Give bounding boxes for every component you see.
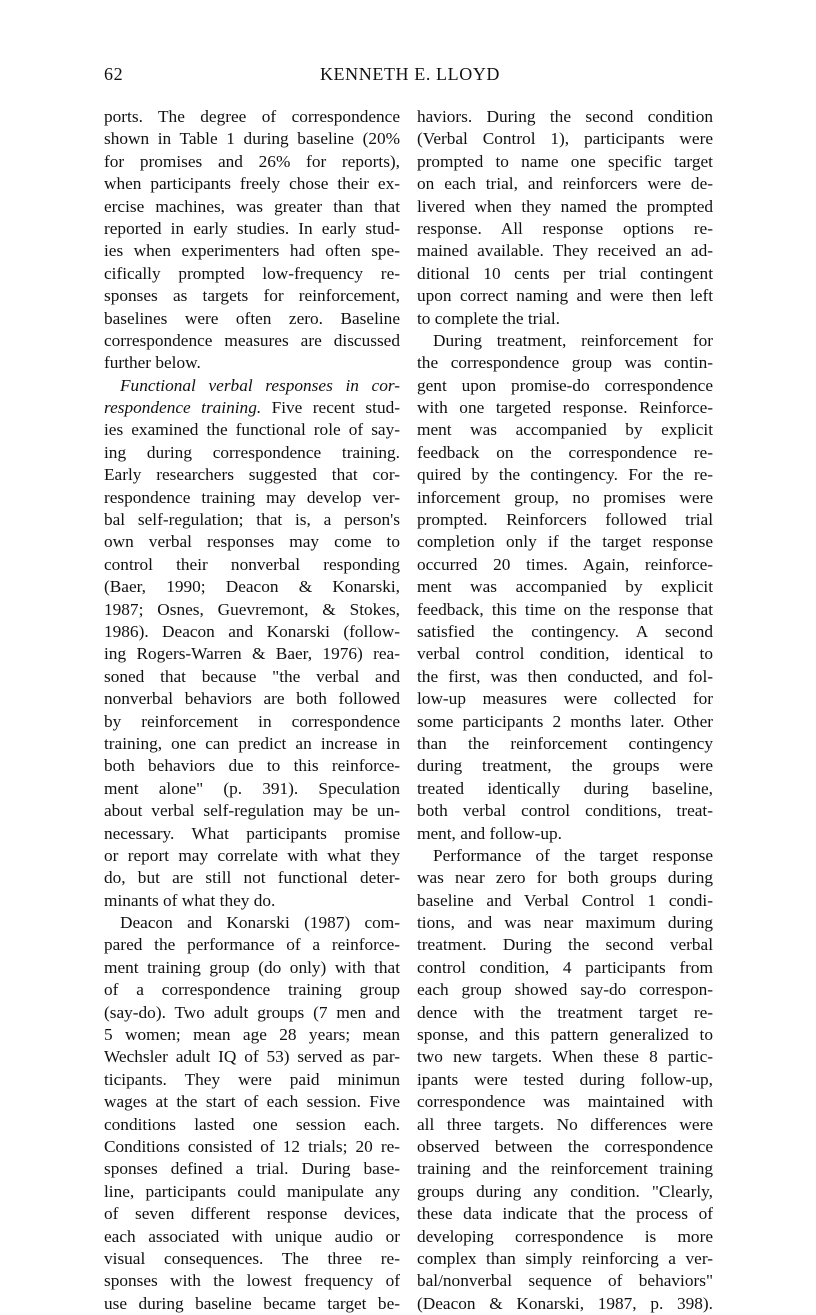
line-text: groups during any condition. "Clearly, <box>417 1181 713 1201</box>
text-line <box>417 755 713 777</box>
text-line <box>104 509 400 531</box>
text-line <box>104 554 400 576</box>
text-line <box>417 240 713 262</box>
text-line <box>104 957 400 979</box>
line-text: verbal control condition, identical to <box>417 644 713 664</box>
line-text: developing correspondence is more <box>417 1226 713 1246</box>
text-line <box>417 330 713 352</box>
line-text: each associated with unique audio or <box>104 1226 400 1246</box>
text-line <box>104 330 400 352</box>
line-text: ports. The degree of correspondence <box>104 107 400 126</box>
text-line <box>104 1091 400 1113</box>
page-number: 62 <box>104 64 124 84</box>
line-text: for promises and 26% for reports), <box>104 151 400 171</box>
line-text: ipants were tested during follow-up, <box>417 1069 713 1089</box>
text-line <box>104 464 400 486</box>
text-line <box>417 419 713 441</box>
text-line <box>104 823 400 845</box>
text-line <box>417 531 713 553</box>
line-text: baseline and Verbal Control 1 condi- <box>417 890 713 910</box>
line-text: treated identically during baseline, <box>417 778 713 798</box>
text-line <box>104 643 400 665</box>
line-text: ies examined the functional role of say- <box>104 420 400 440</box>
text-line <box>104 688 400 710</box>
line-text: own verbal responses may come to <box>104 532 400 552</box>
line-text: both verbal control conditions, treat- <box>417 801 713 821</box>
line-text: use during baseline became target be- <box>104 1293 400 1313</box>
text-line <box>104 1226 400 1248</box>
text-line <box>417 666 713 688</box>
text-line <box>104 1024 400 1046</box>
text-line <box>417 912 713 934</box>
line-text: 5 women; mean age 28 years; mean <box>104 1025 400 1045</box>
text-line <box>417 957 713 979</box>
text-line <box>104 755 400 777</box>
line-text: with one targeted response. Reinforce- <box>417 398 713 418</box>
text-line <box>417 711 713 733</box>
line-text: tions, and was near maximum during <box>417 913 713 933</box>
line-text: control condition, 4 participants from <box>417 957 713 977</box>
line-text: treatment. During the second verbal <box>417 935 713 955</box>
text-line <box>104 890 400 912</box>
line-text: cifically prompted low-frequency re- <box>104 263 400 283</box>
text-line <box>104 778 400 800</box>
text-line <box>104 666 400 688</box>
line-text: Early researchers suggested that cor- <box>104 465 400 485</box>
text-line <box>417 934 713 956</box>
line-text: 1987; Osnes, Guevremont, & Stokes, <box>104 599 400 619</box>
line-text: to complete the trial. <box>417 308 561 328</box>
text-line <box>417 867 713 889</box>
text-line <box>417 1069 713 1091</box>
text-line <box>104 218 400 240</box>
text-line <box>417 576 713 598</box>
text-line <box>417 845 713 867</box>
text-line <box>104 867 400 889</box>
line-text: dence with the treatment target re- <box>417 1002 713 1022</box>
line-text: visual consequences. The three re- <box>104 1248 400 1268</box>
line-text: completion only if the target response <box>417 532 713 552</box>
text-line <box>417 890 713 912</box>
line-text: correspondence was maintained with <box>417 1092 713 1112</box>
line-text: Performance of the target response <box>433 845 713 865</box>
line-text: of seven different response devices, <box>104 1204 400 1224</box>
line-text: during treatment, the groups were <box>417 756 713 776</box>
text-line <box>104 487 400 509</box>
line-text: satisfied the contingency. A second <box>417 621 713 641</box>
text-line <box>417 1270 713 1292</box>
line-text: quired by the contingency. For the re- <box>417 465 713 485</box>
line-text: ing during correspondence training. <box>104 442 400 462</box>
text-line <box>104 1203 400 1225</box>
text-line <box>104 106 400 128</box>
text-line <box>417 778 713 800</box>
line-text: line, participants could manipulate any <box>104 1181 400 1201</box>
text-line <box>104 1293 400 1315</box>
line-text: upon correct naming and were then left <box>417 286 713 306</box>
line-text: training and the reinforcement training <box>417 1159 713 1179</box>
line-text: prompted to name one specific target <box>417 151 713 171</box>
text-line <box>104 1181 400 1203</box>
text-line <box>417 1024 713 1046</box>
text-line <box>104 173 400 195</box>
text-line <box>104 128 400 150</box>
line-text: nonverbal behaviors are both followed <box>104 689 400 709</box>
page-header <box>104 64 716 88</box>
line-text: low-up measures were collected for <box>417 689 713 709</box>
text-line <box>417 442 713 464</box>
text-line <box>104 711 400 733</box>
text-line <box>417 375 713 397</box>
line-text: response. All response options re- <box>417 218 713 238</box>
text-line <box>104 845 400 867</box>
line-text: by reinforcement in correspondence <box>104 711 400 731</box>
line-text: Deacon and Konarski (1987) com- <box>120 913 400 933</box>
line-text: prompted. Reinforcers followed trial <box>417 510 713 530</box>
line-text: each group showed say-do correspon- <box>417 980 713 1000</box>
text-line <box>104 576 400 598</box>
line-text: was near zero for both groups during <box>417 868 713 888</box>
line-text: bal self-regulation; that is, a person's <box>104 510 400 530</box>
text-line <box>104 419 400 441</box>
line-text: all three targets. No differences were <box>417 1114 713 1134</box>
text-line <box>417 308 713 330</box>
line-text: both behaviors due to this reinforce- <box>104 756 400 776</box>
text-line <box>417 1226 713 1248</box>
line-text: 1986). Deacon and Konarski (follow- <box>104 621 400 641</box>
text-line <box>104 240 400 262</box>
line-text: ment training group (do only) with that <box>104 957 400 977</box>
text-line <box>104 285 400 307</box>
text-line <box>417 1046 713 1068</box>
line-text: sponses defined a trial. During base- <box>104 1159 400 1179</box>
line-text: correspondence measures are discussed <box>104 330 400 350</box>
text-line <box>417 1158 713 1180</box>
line-text: occurred 20 times. Again, reinforce- <box>417 554 713 574</box>
text-line <box>417 733 713 755</box>
text-line <box>104 800 400 822</box>
text-line <box>417 487 713 509</box>
italic-run-in-heading: Functional verbal responses in cor- <box>120 375 400 395</box>
text-column-right <box>417 106 713 1315</box>
text-line <box>417 1091 713 1113</box>
text-line <box>417 643 713 665</box>
text-line <box>417 106 713 128</box>
line-text: soned that because "the verbal and <box>104 666 400 686</box>
text-line <box>104 1002 400 1024</box>
line-text: wages at the start of each session. Five <box>104 1092 400 1112</box>
text-line <box>104 1248 400 1270</box>
text-line <box>104 733 400 755</box>
line-text: the first, was then conducted, and fol- <box>417 666 713 686</box>
line-text: (Baer, 1990; Deacon & Konarski, <box>104 577 400 597</box>
text-line <box>417 554 713 576</box>
text-line <box>417 151 713 173</box>
text-line <box>417 352 713 374</box>
line-text: two new targets. When these 8 partic- <box>417 1047 713 1067</box>
line-text: (Verbal Control 1), participants were <box>417 129 713 149</box>
text-line <box>417 1114 713 1136</box>
text-line <box>104 151 400 173</box>
text-line <box>417 263 713 285</box>
line-text: control their nonverbal responding <box>104 554 400 574</box>
line-text: bal/nonverbal sequence of behaviors" <box>417 1271 713 1291</box>
text-line <box>417 688 713 710</box>
line-text: further below. <box>104 353 201 373</box>
text-line <box>104 1158 400 1180</box>
line-text: livered when they named the prompted <box>417 196 713 216</box>
line-text: the correspondence group was contin- <box>417 353 713 373</box>
line-text: when participants freely chose their ex- <box>104 174 400 194</box>
text-line <box>417 979 713 1001</box>
text-line <box>417 173 713 195</box>
line-text: some participants 2 months later. Other <box>417 711 713 731</box>
text-line <box>104 934 400 956</box>
line-text: ment was accompanied by explicit <box>417 420 713 440</box>
line-text: (say-do). Two adult groups (7 men and <box>104 1002 400 1022</box>
line-text: mained available. They received an ad- <box>417 241 713 261</box>
line-text: ies when experimenters had often spe- <box>104 241 400 261</box>
line-text: ment was accompanied by explicit <box>417 577 713 597</box>
text-line <box>104 1270 400 1292</box>
line-text: ditional 10 cents per trial contingent <box>417 263 713 283</box>
line-text: minants of what they do. <box>104 890 276 910</box>
text-line <box>417 128 713 150</box>
line-text: conditions lasted one session each. <box>104 1114 400 1134</box>
text-line <box>104 397 400 419</box>
text-line <box>417 464 713 486</box>
text-line <box>417 599 713 621</box>
text-line <box>417 1136 713 1158</box>
line-text: on each trial, and reinforcers were de- <box>417 174 713 194</box>
text-line <box>417 1002 713 1024</box>
text-line <box>104 196 400 218</box>
line-text: sponses with the lowest frequency of <box>104 1271 400 1291</box>
text-line <box>417 1248 713 1270</box>
line-text: Five recent stud- <box>261 398 400 418</box>
text-line <box>104 375 400 397</box>
text-line <box>104 531 400 553</box>
text-line <box>104 352 400 374</box>
text-line <box>417 196 713 218</box>
text-line <box>104 1114 400 1136</box>
line-text: haviors. During the second condition <box>417 107 713 126</box>
line-text: feedback, this time on the response that <box>417 599 713 619</box>
text-line <box>417 800 713 822</box>
text-line <box>104 308 400 330</box>
text-line <box>417 1203 713 1225</box>
line-text: feedback on the correspondence re- <box>417 442 713 462</box>
line-text: ment alone" (p. 391). Speculation <box>104 778 400 798</box>
line-text: shown in Table 1 during baseline (20% <box>104 129 400 149</box>
line-text: of a correspondence training group <box>104 980 400 1000</box>
text-line <box>104 621 400 643</box>
text-line <box>417 397 713 419</box>
line-text: necessary. What participants promise <box>104 823 400 843</box>
line-text: ercise machines, was greater than that <box>104 196 400 216</box>
text-line <box>417 1293 713 1315</box>
line-text: observed between the correspondence <box>417 1136 713 1156</box>
line-text: During treatment, reinforcement for <box>433 330 713 350</box>
text-line <box>417 285 713 307</box>
text-line <box>104 599 400 621</box>
line-text: ment, and follow-up. <box>417 823 562 843</box>
text-line <box>417 218 713 240</box>
line-text: ticipants. They were paid minimun <box>104 1069 400 1089</box>
line-text: or report may correlate with what they <box>104 845 400 865</box>
line-text: these data indicate that the process of <box>417 1204 713 1224</box>
line-text: than the reinforcement contingency <box>417 733 713 753</box>
text-line <box>417 1181 713 1203</box>
line-text: ing Rogers-Warren & Baer, 1976) rea- <box>104 644 400 664</box>
line-text: reported in early studies. In early stud- <box>104 218 400 238</box>
line-text: Conditions consisted of 12 trials; 20 re- <box>104 1136 400 1156</box>
line-text: do, but are still not functional deter- <box>104 868 400 888</box>
line-text: training, one can predict an increase in <box>104 733 400 753</box>
line-text: respondence training may develop ver- <box>104 487 400 507</box>
text-line <box>417 621 713 643</box>
text-column-left <box>104 106 400 1315</box>
text-line <box>104 979 400 1001</box>
line-text: sponse, and this pattern generalized to <box>417 1025 713 1045</box>
text-line <box>104 912 400 934</box>
line-text: complex than simply reinforcing a ver- <box>417 1248 713 1268</box>
text-line <box>104 263 400 285</box>
line-text: gent upon promise-do correspondence <box>417 375 713 395</box>
text-line <box>104 1136 400 1158</box>
text-line <box>104 442 400 464</box>
line-text: (Deacon & Konarski, 1987, p. 398). <box>417 1293 713 1313</box>
running-head: KENNETH E. LLOYD <box>319 64 501 84</box>
text-line <box>417 509 713 531</box>
text-line <box>417 823 713 845</box>
line-text: inforcement group, no promises were <box>417 487 713 507</box>
text-line <box>104 1069 400 1091</box>
line-text: Wechsler adult IQ of 53) served as par- <box>104 1047 400 1067</box>
line-text: about verbal self-regulation may be un- <box>104 801 400 821</box>
line-text: sponses as targets for reinforcement, <box>104 286 400 306</box>
line-text: pared the performance of a reinforce- <box>104 935 400 955</box>
italic-run-in-heading: respondence training. <box>104 398 262 418</box>
line-text: baselines were often zero. Baseline <box>104 308 400 328</box>
text-line <box>104 1046 400 1068</box>
